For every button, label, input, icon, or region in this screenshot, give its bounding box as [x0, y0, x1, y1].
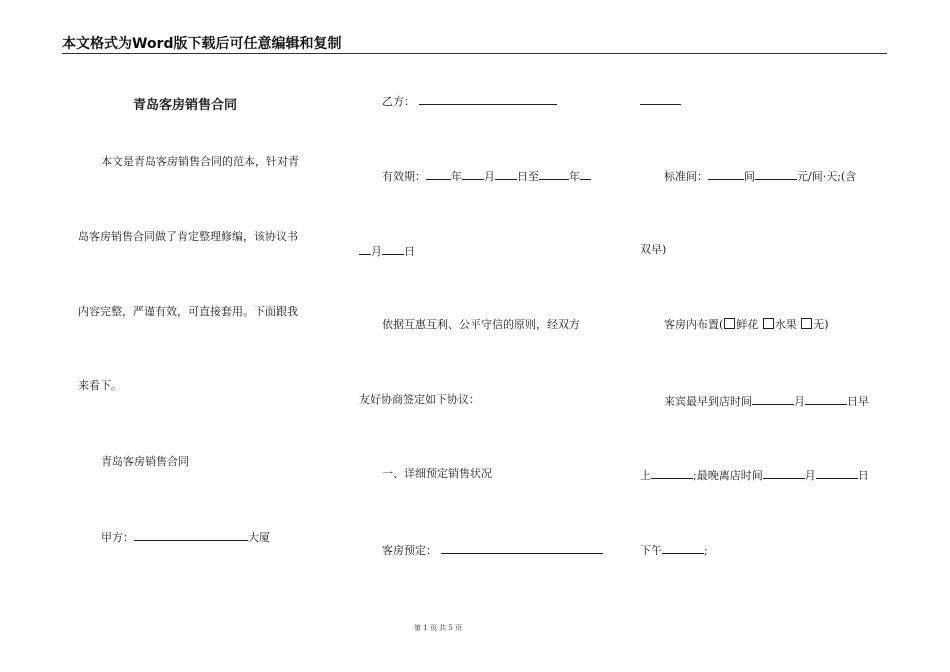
agreement-line: 友好协商签定如下协议：: [359, 393, 480, 406]
standard-room-line: 标准间： 间 元/间·天;(含: [664, 170, 857, 183]
flowers-checkbox[interactable]: [724, 318, 735, 329]
intro-line-1: 本文是青岛客房销售合同的范本，针对青: [101, 155, 299, 168]
booking-blank: [441, 542, 603, 554]
header-rule: [62, 53, 887, 54]
page-footer: 第 1 页 共 5 页: [414, 624, 463, 632]
format-banner: 本文格式为Word版下载后可任意编辑和复制: [62, 36, 342, 52]
party-a-blank: [134, 529, 248, 541]
party-b-blank: [419, 93, 557, 105]
room-layout-line: 客房内布置( 鲜花 水果 无): [664, 318, 829, 331]
breakfast-line: 双早): [640, 243, 667, 256]
arrival-line: 来宾最早到店时间 月 日早: [664, 395, 869, 408]
departure-line: 上 ;最晚离店时间 月 日: [640, 469, 869, 482]
party-b-label: 乙方：: [382, 95, 415, 108]
booking-label: 客房预定：: [382, 544, 437, 557]
party-b-line: [382, 93, 557, 108]
section-1-heading: 一、详细预定销售状况: [382, 467, 492, 480]
party-a-suffix: 大厦: [248, 531, 270, 544]
document-subtitle: 青岛客房销售合同: [101, 455, 189, 468]
contract-title: 青岛客房销售合同: [133, 98, 238, 113]
validity-line-cont: 月 日: [359, 243, 415, 258]
validity-line: 有效期： 年 月 日至 年: [382, 168, 591, 183]
intro-line-2: 岛客房销售合同做了肯定整理修编，该协议书: [78, 230, 298, 243]
none-checkbox[interactable]: [801, 318, 812, 329]
party-b-cont-blank-line: [640, 93, 681, 108]
party-a-line: [101, 529, 270, 544]
validity-label: 有效期：: [382, 170, 426, 183]
party-a-label: 甲方：: [101, 531, 134, 544]
intro-line-3: 内容完整，严谨有效，可直接套用。下面跟我: [78, 305, 298, 318]
intro-line-4: 来看下。: [78, 379, 122, 392]
standard-room-label: 标准间：: [664, 170, 708, 183]
fruit-checkbox[interactable]: [763, 318, 774, 329]
afternoon-line: 下午 ;: [640, 544, 708, 557]
principle-line: 依据互惠互利、公平守信的原则，经双方: [382, 318, 580, 331]
booking-line: [382, 542, 603, 557]
